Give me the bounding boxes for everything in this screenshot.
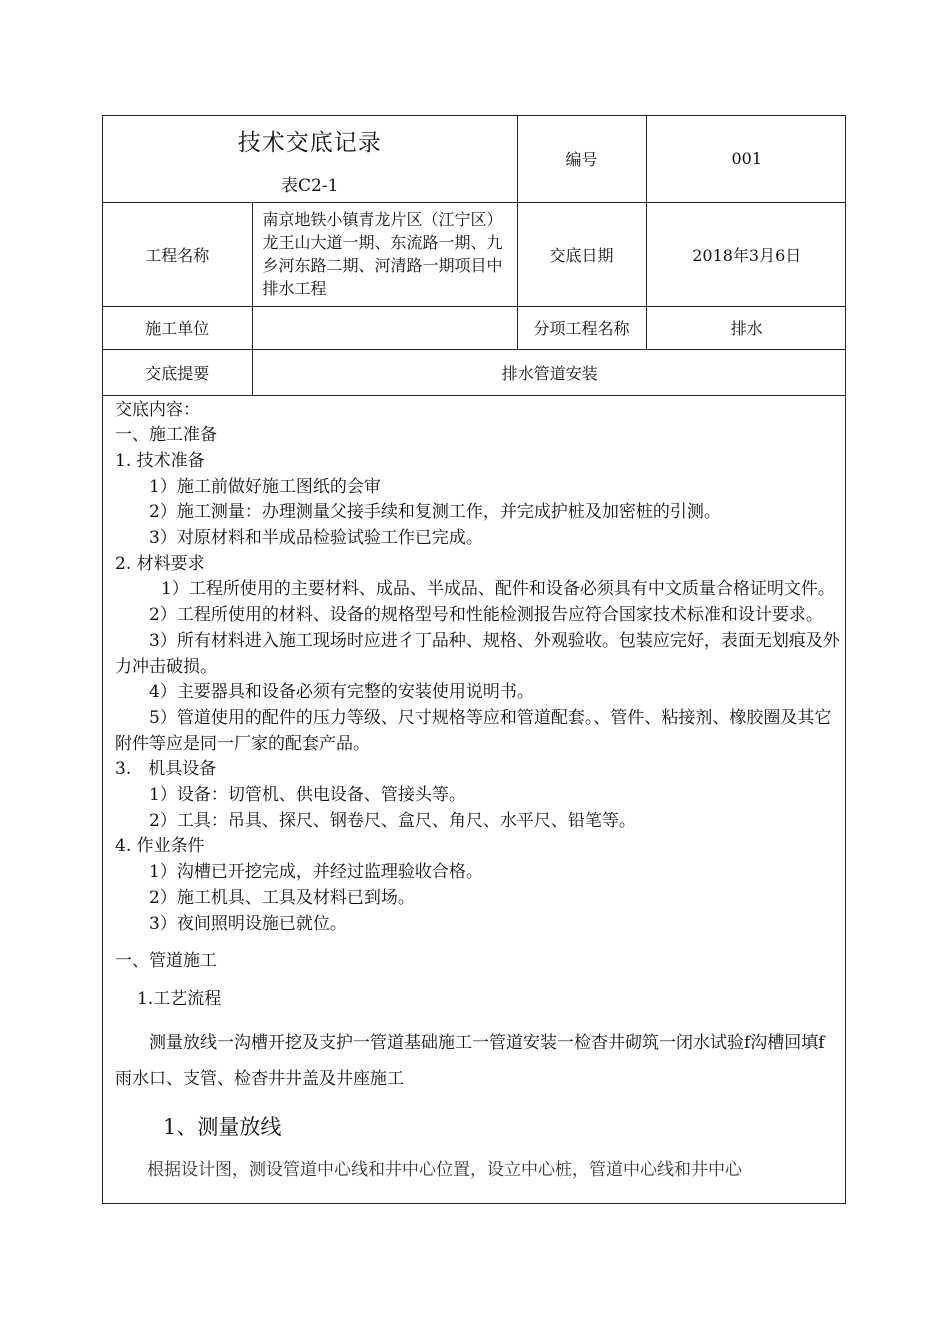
list-item: 1）施工前做好施工图纸的会审	[149, 476, 381, 497]
disclosure-content	[103, 396, 845, 1185]
subsection-heading: 2. 材料要求	[115, 553, 205, 574]
project-name: 南京地铁小镇青龙片区（江宁区）龙王山大道一期、东流路一期、九乡河东路二期、河清路一期项目中排水工程	[252, 202, 517, 306]
subsection-heading: 1.工艺流程	[137, 988, 222, 1009]
list-item: 2）工具：吊具、探尺、钢卷尺、盒尺、角尺、水平尺、铅笔等。	[149, 810, 636, 831]
project-row	[103, 202, 846, 306]
paragraph: 1）工程所使用的主要材料、成品、半成品、配件和设备必须具有中文质量合格证明文件。	[161, 579, 835, 600]
list-item: 3）对原材料和半成品检验试验工作已完成。	[149, 528, 483, 549]
section-heading: 一、管道施工	[115, 951, 217, 972]
process-flow: 测量放线一沟槽开挖及支护一管道基础施工一管道安装一检杳井砌筑一闭水试验f沟槽回填f雨水口、支管、检杳井井盖及井座施工	[115, 1032, 825, 1089]
subsection-heading: 1. 技术准备	[115, 450, 205, 471]
subsection-heading: 4. 作业条件	[115, 836, 205, 857]
section-heading: 一、施工准备	[115, 425, 217, 446]
serial-value: 001	[646, 116, 846, 202]
subitem-label: 分项工程名称	[517, 306, 646, 349]
project-label: 工程名称	[103, 202, 252, 306]
subsection-heading: 3. 机具设备	[115, 759, 217, 780]
date-label: 交底日期	[517, 202, 646, 306]
subitem-value: 排水	[646, 306, 846, 349]
paragraph: 5）管道使用的配件的压力等级、尺寸规格等应和管道配套。、管件、粘接剂、橡胶圈及其它附件等应是同一厂家的配套产品。	[115, 707, 832, 754]
serial-label: 编号	[517, 116, 646, 202]
list-item: 2）施工机具、工具及材料已到场。	[149, 887, 415, 908]
header-table	[103, 116, 846, 396]
summary-value: 排水管道安装	[252, 349, 846, 395]
unit-value	[252, 306, 517, 349]
paragraph: 2）工程所使用的材料、设备的规格型号和性能检测报告应符合国家技术标准和设计要求。	[149, 605, 823, 626]
title-row	[103, 116, 846, 202]
paragraph-cut-off: 根据设计图，测设管道中心线和井中心位置，设立中心桩，管道中心线和井中心	[147, 1160, 742, 1181]
paragraph: 3）所有材料进入施工现场时应进彳丁品种、规格、外观验收。包装应完好，表面无划痕及外力冲击破损。	[115, 630, 840, 677]
list-item: 3）夜间照明设施已就位。	[149, 913, 347, 934]
list-item: 1）设备：切管机、供电设备、管接头等。	[149, 785, 466, 806]
content-heading: 交底内容：	[115, 399, 200, 420]
form-number: 表C2-1	[281, 175, 339, 196]
title-cell	[103, 116, 517, 202]
summary-label: 交底提要	[103, 349, 252, 395]
disclosure-record-form	[102, 115, 846, 1204]
step-heading: 1、测量放线	[163, 1114, 282, 1139]
summary-row	[103, 349, 846, 395]
list-item: 2）施工测量：办理测量父接手续和复测工作，并完成护桩及加密桩的引测。	[149, 502, 721, 523]
form-title: 技术交底记录	[237, 129, 382, 156]
unit-label: 施工单位	[103, 306, 252, 349]
list-item: 1）沟槽已开挖完成，并经过监理验收合格。	[149, 862, 483, 883]
unit-row	[103, 306, 846, 349]
list-item: 4）主要器具和设备必须有完整的安装使用说明书。	[149, 682, 534, 703]
date-value: 2018年3月6日	[646, 202, 846, 306]
